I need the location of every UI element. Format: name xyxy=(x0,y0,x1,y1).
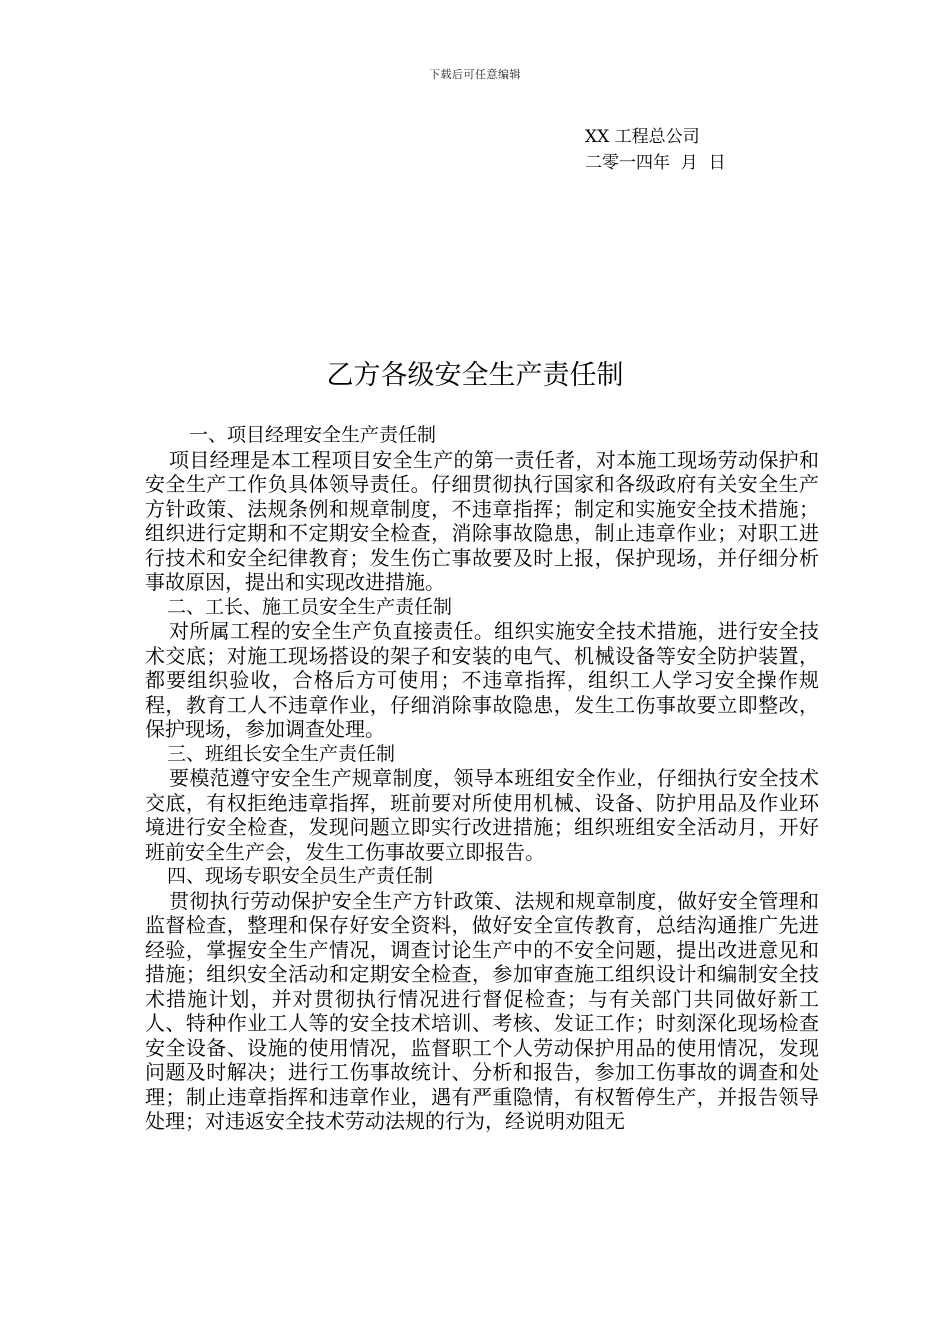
company-name: XX 工程总公司 xyxy=(585,127,700,147)
section-safety-officer xyxy=(145,864,819,1134)
section-heading: 三、班组长安全生产责任制 xyxy=(167,742,396,765)
section-paragraph: 要模范遵守安全生产规章制度，领导本班组安全作业，仔细执行安全技术交底，有权拒绝违章指挥，班前要对所使用机械、设备、防护用品及作业环境进行安全检查，发现问题立即实行改进措施；组织班组安全活动月，开好班前安全生产会，发生工伤事故要立即报告。 xyxy=(145,766,819,864)
section-paragraph: 项目经理是本工程项目安全生产的第一责任者，对本施工现场劳动保护和安全生产工作负具体领导责任。仔细贯彻执行国家和各级政府有关安全生产方针政策、法规条例和规章制度，不违章指挥；制定和实施安全技术措施；组织进行定期和不定期安全检查，消除事故隐患，制止违章作业；对职工进行技术和安全纪律教育；发生伤亡事故要及时上报，保护现场，并仔细分析事故原因，提出和实现改进措施。 xyxy=(145,447,819,594)
section-heading: 一、项目经理安全生产责任制 xyxy=(189,424,437,446)
section-foreman xyxy=(145,595,819,742)
page-header-watermark: 下载后可任意编辑 xyxy=(429,68,521,81)
section-team-leader xyxy=(145,742,819,865)
document-body xyxy=(145,423,819,1134)
section-heading: 四、现场专职安全员生产责任制 xyxy=(167,865,434,887)
document-title: 乙方各级安全生产责任制 xyxy=(326,360,624,391)
section-heading: 二、工长、施工员安全生产责任制 xyxy=(167,595,453,618)
signature-date: 二零一四年 月 日 xyxy=(585,153,726,173)
section-paragraph: 对所属工程的安全生产负直接责任。组织实施安全技术措施，进行安全技术交底；对施工现场搭设的架子和安装的电气、机械设备等安全防护装置，都要组织验收，合格后方可使用；不违章指挥，组织工人学习安全操作规程，教育工人不违章作业，仔细消除事故隐患，发生工伤事故要立即整改，保护现场，参加调查处理。 xyxy=(145,619,819,741)
section-paragraph: 贯彻执行劳动保护安全生产方针政策、法规和规章制度，做好安全管理和监督检查，整理和保存好安全资料，做好安全宣传教育，总结沟通推广先进经验，掌握安全生产情况，调查讨论生产中的不安全问题，提出改进意见和措施；组织安全活动和定期安全检查，参加审查施工组织设计和编制安全技术措施计划，并对贯彻执行情况进行督促检查；与有关部门共同做好新工人、特种作业工人等的安全技术培训、考核、发证工作；时刻深化现场检查安全设备、设施的使用情况，监督职工个人劳动保护用品的使用情况，发现问题及时解决；进行工伤事故统计、分析和报告，参加工伤事故的调查和处理；制止违章指挥和违章作业，遇有严重隐情，有权暂停生产，并报告领导处理；对违返安全技术劳动法规的行为，经说明劝阻无 xyxy=(145,888,819,1133)
signature-block xyxy=(585,124,726,176)
section-project-manager xyxy=(145,423,819,595)
